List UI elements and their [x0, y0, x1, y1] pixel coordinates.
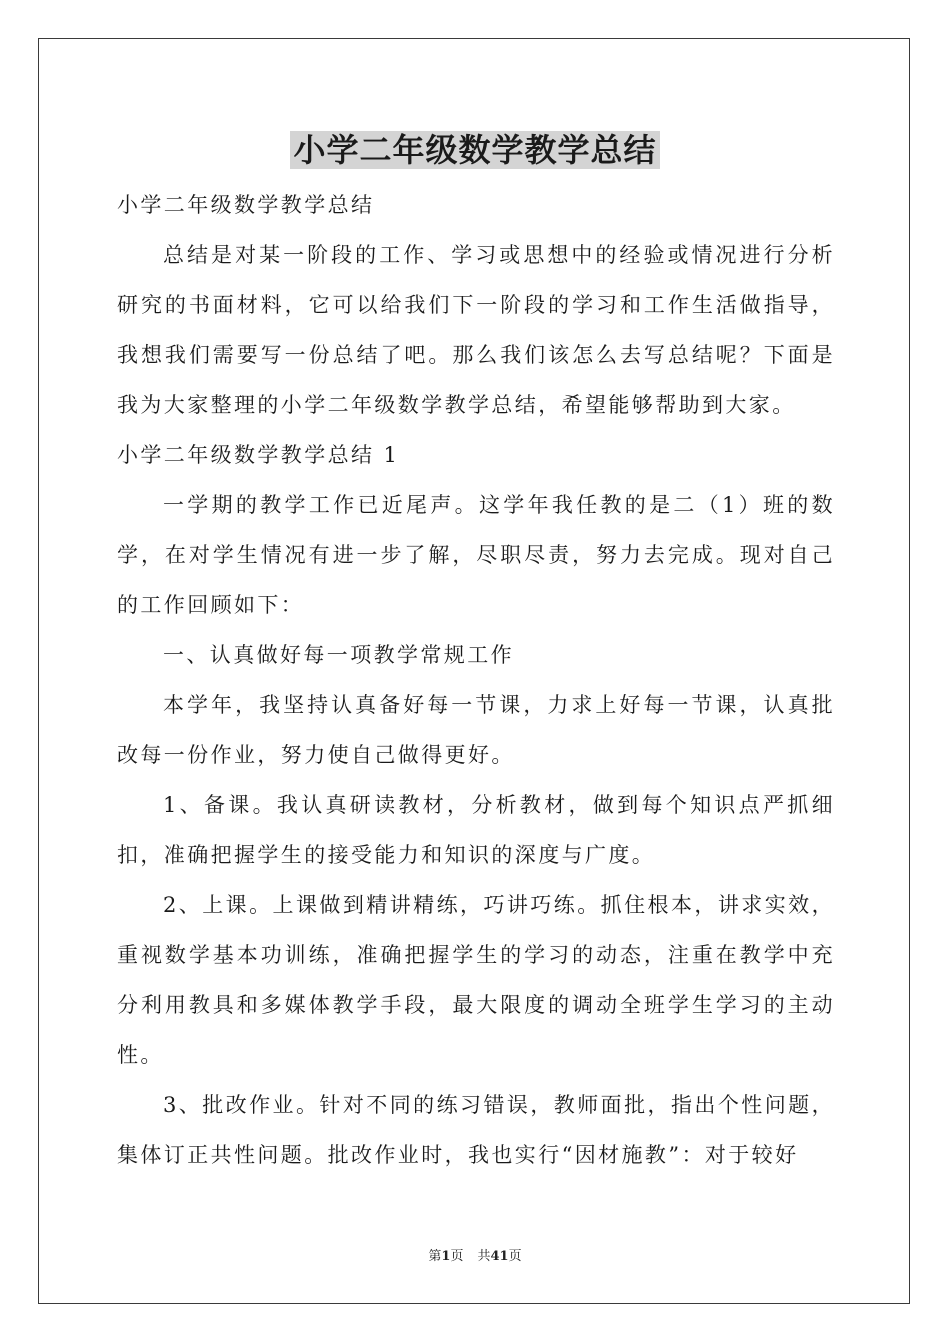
page-total-number: 41	[490, 1249, 509, 1264]
body-paragraph: 本学年，我坚持认真备好每一节课，力求上好每一节课，认真批改每一份作业，努力使自己做得更好。	[117, 693, 835, 767]
page-footer	[0, 1247, 950, 1267]
section-heading: 小学二年级数学教学总结	[117, 193, 375, 217]
page-suffix: 页	[450, 1249, 464, 1264]
body-paragraph: 2、上课。上课做到精讲精练，巧讲巧练。抓住根本，讲求实效，重视数学基本功训练，准确把握学生的学习的动态，注重在教学中充分利用教具和多媒体教学手段，最大限度的调动全班学生学习的主动性。	[117, 893, 835, 1067]
page-current-number: 1	[441, 1249, 451, 1264]
document-title-text: 小学二年级数学教学总结	[290, 131, 659, 169]
body-paragraph: 3、批改作业。针对不同的练习错误，教师面批，指出个性问题，集体订正共性问题。批改作业时，我也实行“因材施教”：对于较好	[117, 1093, 835, 1167]
section-heading: 小学二年级数学教学总结 1	[117, 443, 400, 467]
page-prefix: 第	[428, 1249, 442, 1264]
total-suffix: 页	[508, 1249, 522, 1264]
body-paragraph: 一学期的教学工作已近尾声。这学年我任教的是二（1）班的数学，在对学生情况有进一步了解，尽职尽责，努力去完成。现对自己的工作回顾如下：	[117, 493, 835, 617]
body-paragraph: 总结是对某一阶段的工作、学习或思想中的经验或情况进行分析研究的书面材料，它可以给我们下一阶段的学习和工作生活做指导，我想我们需要写一份总结了吧。那么我们该怎么去写总结呢？下面是我为大家整理的小学二年级数学教学总结，希望能够帮助到大家。	[117, 243, 835, 417]
body-paragraph: 一、认真做好每一项教学常规工作	[163, 643, 514, 667]
document-body	[117, 180, 835, 1180]
total-prefix: 共	[477, 1249, 491, 1264]
document-title	[0, 126, 950, 174]
body-paragraph: 1、备课。我认真研读教材，分析教材，做到每个知识点严抓细扣，准确把握学生的接受能力和知识的深度与广度。	[117, 793, 835, 867]
